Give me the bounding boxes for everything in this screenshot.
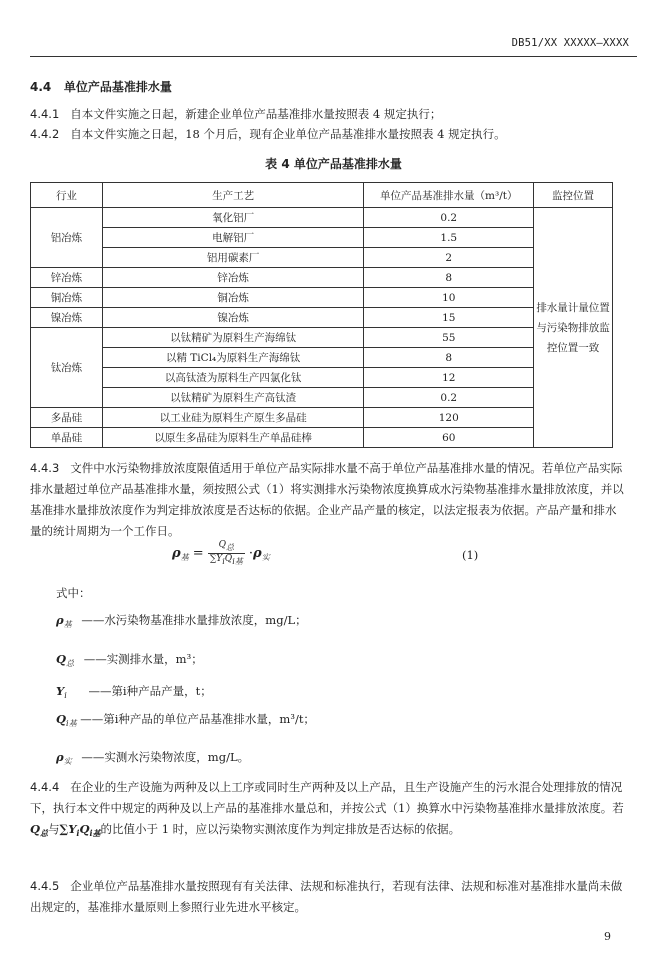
clause-text: 自本文件实施之日起，新建企业单位产品基准排水量按照表 4 规定执行； (70, 107, 442, 121)
baseline-drainage-table (30, 182, 613, 448)
clause-text: 文件中水污染物排放浓度限值适用于单位产品实际排水量不高于单位产品基准排水量的情况。若单位产品实际排水量超过单位产品基准排水量，须按照公式（1）将实测排水污染物浓度换算成水污染物基准排水量排放浓度，并以基准排水量排放浓度作为判定排放浓度是否达标的依据。企业产品产量的核定，以法定报表为依据。产品产量和排水量的统计周期为一个工作日。 (30, 461, 624, 538)
value-cell: 12 (364, 368, 534, 388)
value-cell: 0.2 (364, 208, 534, 228)
industry-cell: 镍冶炼 (31, 308, 103, 328)
formula-label: (1) (462, 548, 479, 562)
industry-cell: 锌冶炼 (31, 268, 103, 288)
process-cell: 镍冶炼 (102, 308, 364, 328)
section-number: 4.4 (30, 80, 52, 94)
rho-symbol: ρ (172, 546, 181, 561)
header-rule (30, 56, 637, 57)
monitor-cell: 排水量计量位置与污染物排放监控位置一致 (534, 208, 613, 448)
value-cell: 10 (364, 288, 534, 308)
clause-number: 4.4.4 (30, 780, 60, 794)
subscript: 基 (180, 553, 189, 562)
industry-cell: 铜冶炼 (31, 288, 103, 308)
table-row (31, 408, 613, 428)
clause-4-4-3 (30, 458, 626, 542)
symbols-intro: 式中： (56, 586, 91, 600)
header-industry: 行业 (31, 183, 103, 208)
header-monitor: 监控位置 (534, 183, 613, 208)
table-row (31, 208, 613, 228)
industry-cell: 多晶硅 (31, 408, 103, 428)
clause-number: 4.4.5 (30, 879, 60, 893)
clause-text: 自本文件实施之日起，18 个月后，现有企业单位产品基准排水量按照表 4 规定执行。 (70, 127, 506, 141)
table-header-row (31, 183, 613, 208)
inline-q-total: $Q_总$ (30, 822, 49, 838)
value-cell: 55 (364, 328, 534, 348)
symbol-definition: $\rho_实$ ——实测水污染物浓度，mg/L。 (56, 750, 250, 766)
symbol-definition: $Q_总$ ——实测排水量，m³； (56, 652, 203, 668)
dot-operator: · (248, 546, 254, 561)
symbol-definition: $\rho_基$ ——水污染物基准排水量排放浓度，mg/L； (56, 613, 307, 629)
inline-sum: $\sum Y_iQ_{i基}$ (59, 822, 101, 838)
header-drainage: 单位产品基准排水量（m³/t） (364, 183, 534, 208)
value-cell: 120 (364, 408, 534, 428)
industry-cell: 单晶硅 (31, 428, 103, 448)
value-cell: 8 (364, 348, 534, 368)
rho-symbol: ρ (253, 546, 262, 561)
process-cell: 以原生多晶硅为原料生产单晶硅棒 (102, 428, 364, 448)
value-cell: 15 (364, 308, 534, 328)
value-cell: 1.5 (364, 228, 534, 248)
table-row (31, 428, 613, 448)
formula-1 (172, 540, 270, 567)
process-cell: 以高钛渣为原料生产四氯化钛 (102, 368, 364, 388)
process-cell: 氧化铝厂 (102, 208, 364, 228)
table-caption: 表 4 单位产品基准排水量 (265, 157, 402, 171)
industry-cell: 钛冶炼 (31, 328, 103, 408)
value-cell: 2 (364, 248, 534, 268)
symbol-definition: $Y_i$ ——第i种产品产量，t； (56, 684, 212, 700)
process-cell: 电解铝厂 (102, 228, 364, 248)
process-cell: 以精 TiCl₄为原料生产海绵钛 (102, 348, 364, 368)
table-row (31, 308, 613, 328)
table-row (31, 328, 613, 348)
clause-number: 4.4.3 (30, 461, 60, 475)
clause-number: 4.4.2 (30, 127, 60, 141)
value-cell: 0.2 (364, 388, 534, 408)
document-number: DB51/XX XXXXX—XXXX (511, 37, 629, 49)
table-row (31, 288, 613, 308)
header-process: 生产工艺 (102, 183, 364, 208)
clause-number: 4.4.1 (30, 107, 60, 121)
value-cell: 8 (364, 268, 534, 288)
section-heading (30, 78, 172, 95)
table-row (31, 248, 613, 268)
equals-sign: = (192, 546, 204, 561)
clause-4-4-4: 4.4.4 在企业的生产设施为两种及以上工序或同时生产两种及以上产品，且生产设施产生的污水混合处理排放的情况下，执行本文件中规定的两种及以上产品的基准排水量总和，并按公式（1）换算水中污染物基准排水量排放浓度。若$Q_总$与$\sum Y_iQ_{i基}$的比值小于 1 时，应以污染物实测浓度作为判定排放是否达标的依据。 (30, 780, 624, 838)
process-cell: 以钛精矿为原料生产海绵钛 (102, 328, 364, 348)
table-row (31, 368, 613, 388)
clause-4-4-1 (30, 106, 441, 122)
table-row (31, 268, 613, 288)
symbol-definition: $Q_{i基}$ ——第i种产品的单位产品基准排水量，m³/t； (56, 712, 315, 728)
process-cell: 以工业硅为原料生产原生多晶硅 (102, 408, 364, 428)
fraction-denominator: ∑YiQi基 (209, 554, 243, 566)
page-number: 9 (604, 930, 611, 943)
process-cell: 铝用碳素厂 (102, 248, 364, 268)
table-row (31, 228, 613, 248)
value-cell: 60 (364, 428, 534, 448)
industry-cell: 铝冶炼 (31, 208, 103, 268)
clause-4-4-5 (30, 876, 626, 918)
section-title: 单位产品基准排水量 (63, 80, 172, 94)
clause-text: 企业单位产品基准排水量按照现有有关法律、法规和标准执行，若现有法律、法规和标准对基准排水量尚未做出规定的，基准排水量原则上参照行业先进水平核定。 (30, 879, 623, 914)
table-row (31, 388, 613, 408)
fraction (208, 540, 245, 567)
fraction-numerator: Q总 (208, 540, 245, 554)
process-cell: 以钛精矿为原料生产高钛渣 (102, 388, 364, 408)
table-row (31, 348, 613, 368)
process-cell: 锌冶炼 (102, 268, 364, 288)
clause-4-4-2 (30, 126, 506, 142)
process-cell: 铜冶炼 (102, 288, 364, 308)
subscript: 实 (261, 553, 270, 562)
